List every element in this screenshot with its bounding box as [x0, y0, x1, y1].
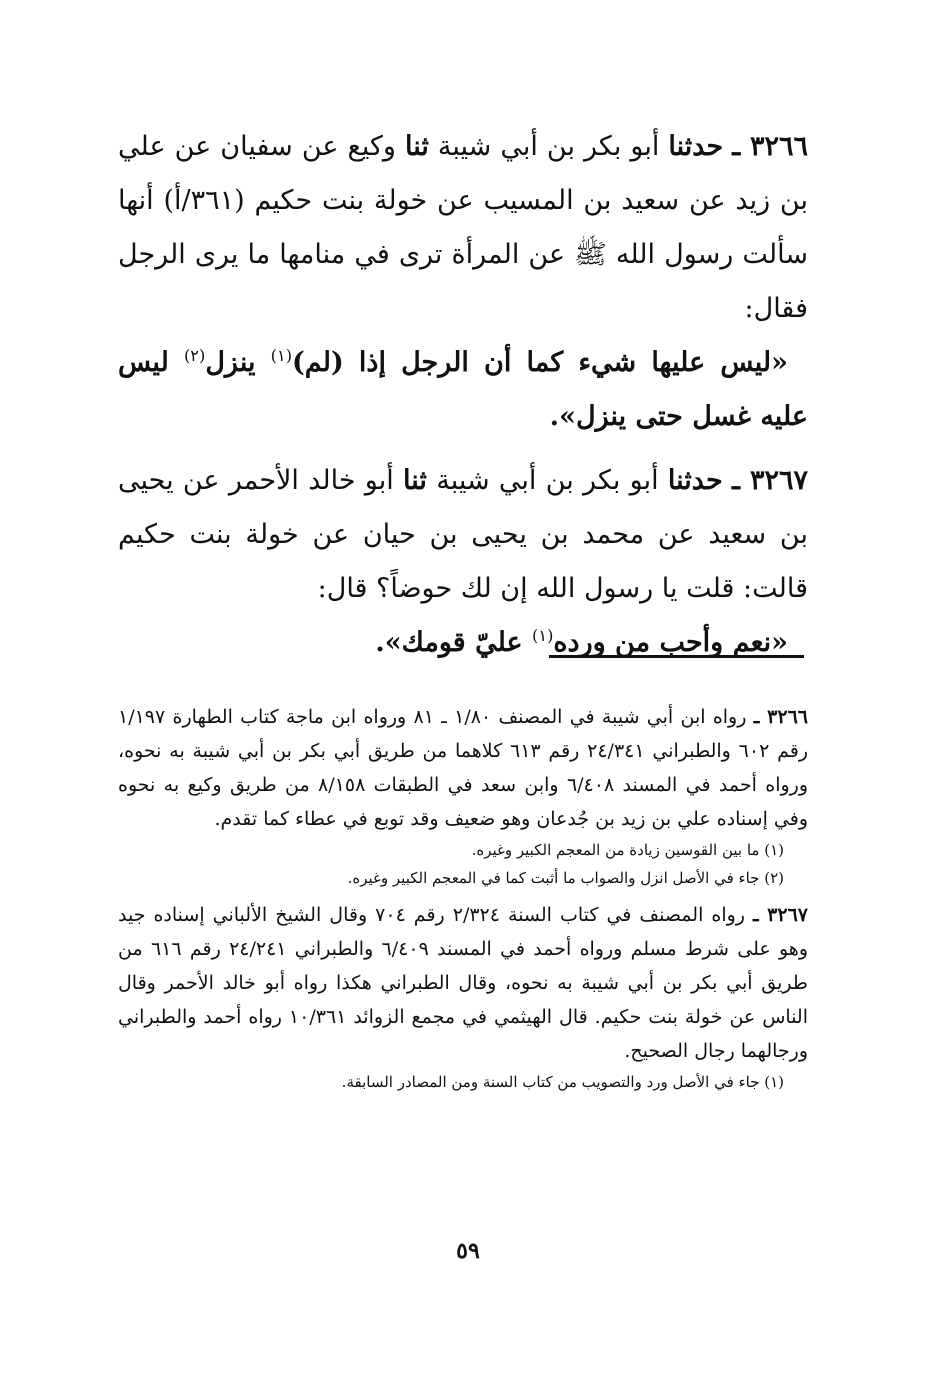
subnote-1: (١) ما بين القوسين زيادة من المعجم الكبير وغيره.	[471, 841, 784, 859]
page-number: ٥٩	[456, 1238, 480, 1264]
takhrij-3266	[118, 700, 808, 836]
narration-word: ثنا	[404, 131, 429, 162]
hadith-text: وكيع عن سفيان عن علي بن زيد عن سعيد بن المسيب عن خولة بنت حكيم (٣٦١/أ) أنها سألت رسول الله ﷺ عن المرأة ترى في منامها ما يرى الرجل فقال:	[118, 131, 808, 324]
hadith-quote: ينزل	[205, 347, 271, 378]
footnote-text: رواه المصنف في كتاب السنة ٢/٣٢٤ رقم ٧٠٤ وقال الشيخ الألباني إسناده جيد وهو على شرط مسلم ورواه أحمد في المسند ٦/٤٠٩ والطبراني ٢٤/٢٤١ رقم ٦١٦ من طريق أبي بكر بن أبي شيبة به نحوه، وقال الطبراني هكذا رواه أبو خالد الأحمر وقال الناس عن خولة بنت حكيم. قال الهيثمي في مجمع الزوائد ١٠/٣٦١ رواه أحمد والطبراني ورجالهما رجال الصحيح.	[118, 904, 809, 1062]
hadith-3266-matn	[118, 336, 808, 444]
hadith-text: أبو بكر بن أبي شيبة	[428, 131, 669, 162]
narration-word: حدثنا	[668, 131, 724, 162]
hadith-text: أبو بكر بن أبي شيبة	[426, 465, 668, 496]
main-text	[118, 120, 808, 670]
hadith-3266	[118, 120, 808, 336]
hadith-3267	[118, 454, 808, 616]
footnotes	[118, 700, 808, 1102]
subnote-2: (٢) جاء في الأصل انزل والصواب ما أثبت كما في المعجم الكبير وغيره.	[347, 869, 784, 887]
subnote-1: (١) جاء في الأصل ورد والتصويب من كتاب السنة ومن المصادر السابقة.	[341, 1073, 784, 1091]
hadith-3267-matn	[118, 616, 808, 670]
takhrij-3267	[118, 898, 808, 1068]
footnote-3267	[118, 898, 808, 1096]
narration-word: حدثنا	[667, 465, 723, 496]
footnote-number: ٣٢٦٧ ـ	[753, 904, 808, 926]
hadith-number: ٣٢٦٧ ـ	[731, 465, 808, 496]
footnote-ref: (١)	[532, 626, 554, 645]
hadith-quote: ليس عليه غسل حتى ينزل».	[118, 347, 808, 432]
hadith-quote: «نعم وأحب من ورده	[553, 627, 788, 658]
hadith-quote: عليّ قومك».	[375, 627, 533, 658]
footnote-text: رواه ابن أبي شيبة في المصنف ١/٨٠ ـ ٨١ ورواه ابن ماجة كتاب الطهارة ١/١٩٧ رقم ٦٠٢ والطبراني ٢٤/٣٤١ رقم ٦١٣ كلاهما من طريق أبي بكر بن أبي شيبة به نحوه، ورواه أحمد في المسند ٦/٤٠٨ وابن سعد في الطبقات ٨/١٥٨ من طريق وكيع به نحوه وفي إسناده علي بن زيد بن جُدعان وهو ضعيف وقد توبع في عطاء كما تقدم.	[118, 706, 808, 830]
hadith-number: ٣٢٦٦ ـ	[732, 131, 809, 162]
footnote-ref: (١)	[270, 346, 293, 365]
footnote-ref: (٢)	[183, 346, 206, 365]
footnote-3266	[118, 700, 808, 892]
footnote-number: ٣٢٦٦ ـ	[753, 706, 808, 728]
footnote-divider	[549, 655, 804, 658]
hadith-quote: «ليس عليها شيء كما أن الرجل إذا (لم)	[292, 347, 789, 378]
hadith-text: أبو خالد الأحمر عن يحيى بن سعيد عن محمد بن يحيى بن حيان عن خولة بنت حكيم قالت: قلت يا رسول الله إن لك حوضاً؟ قال:	[118, 465, 808, 604]
narration-word: ثنا	[403, 465, 427, 496]
